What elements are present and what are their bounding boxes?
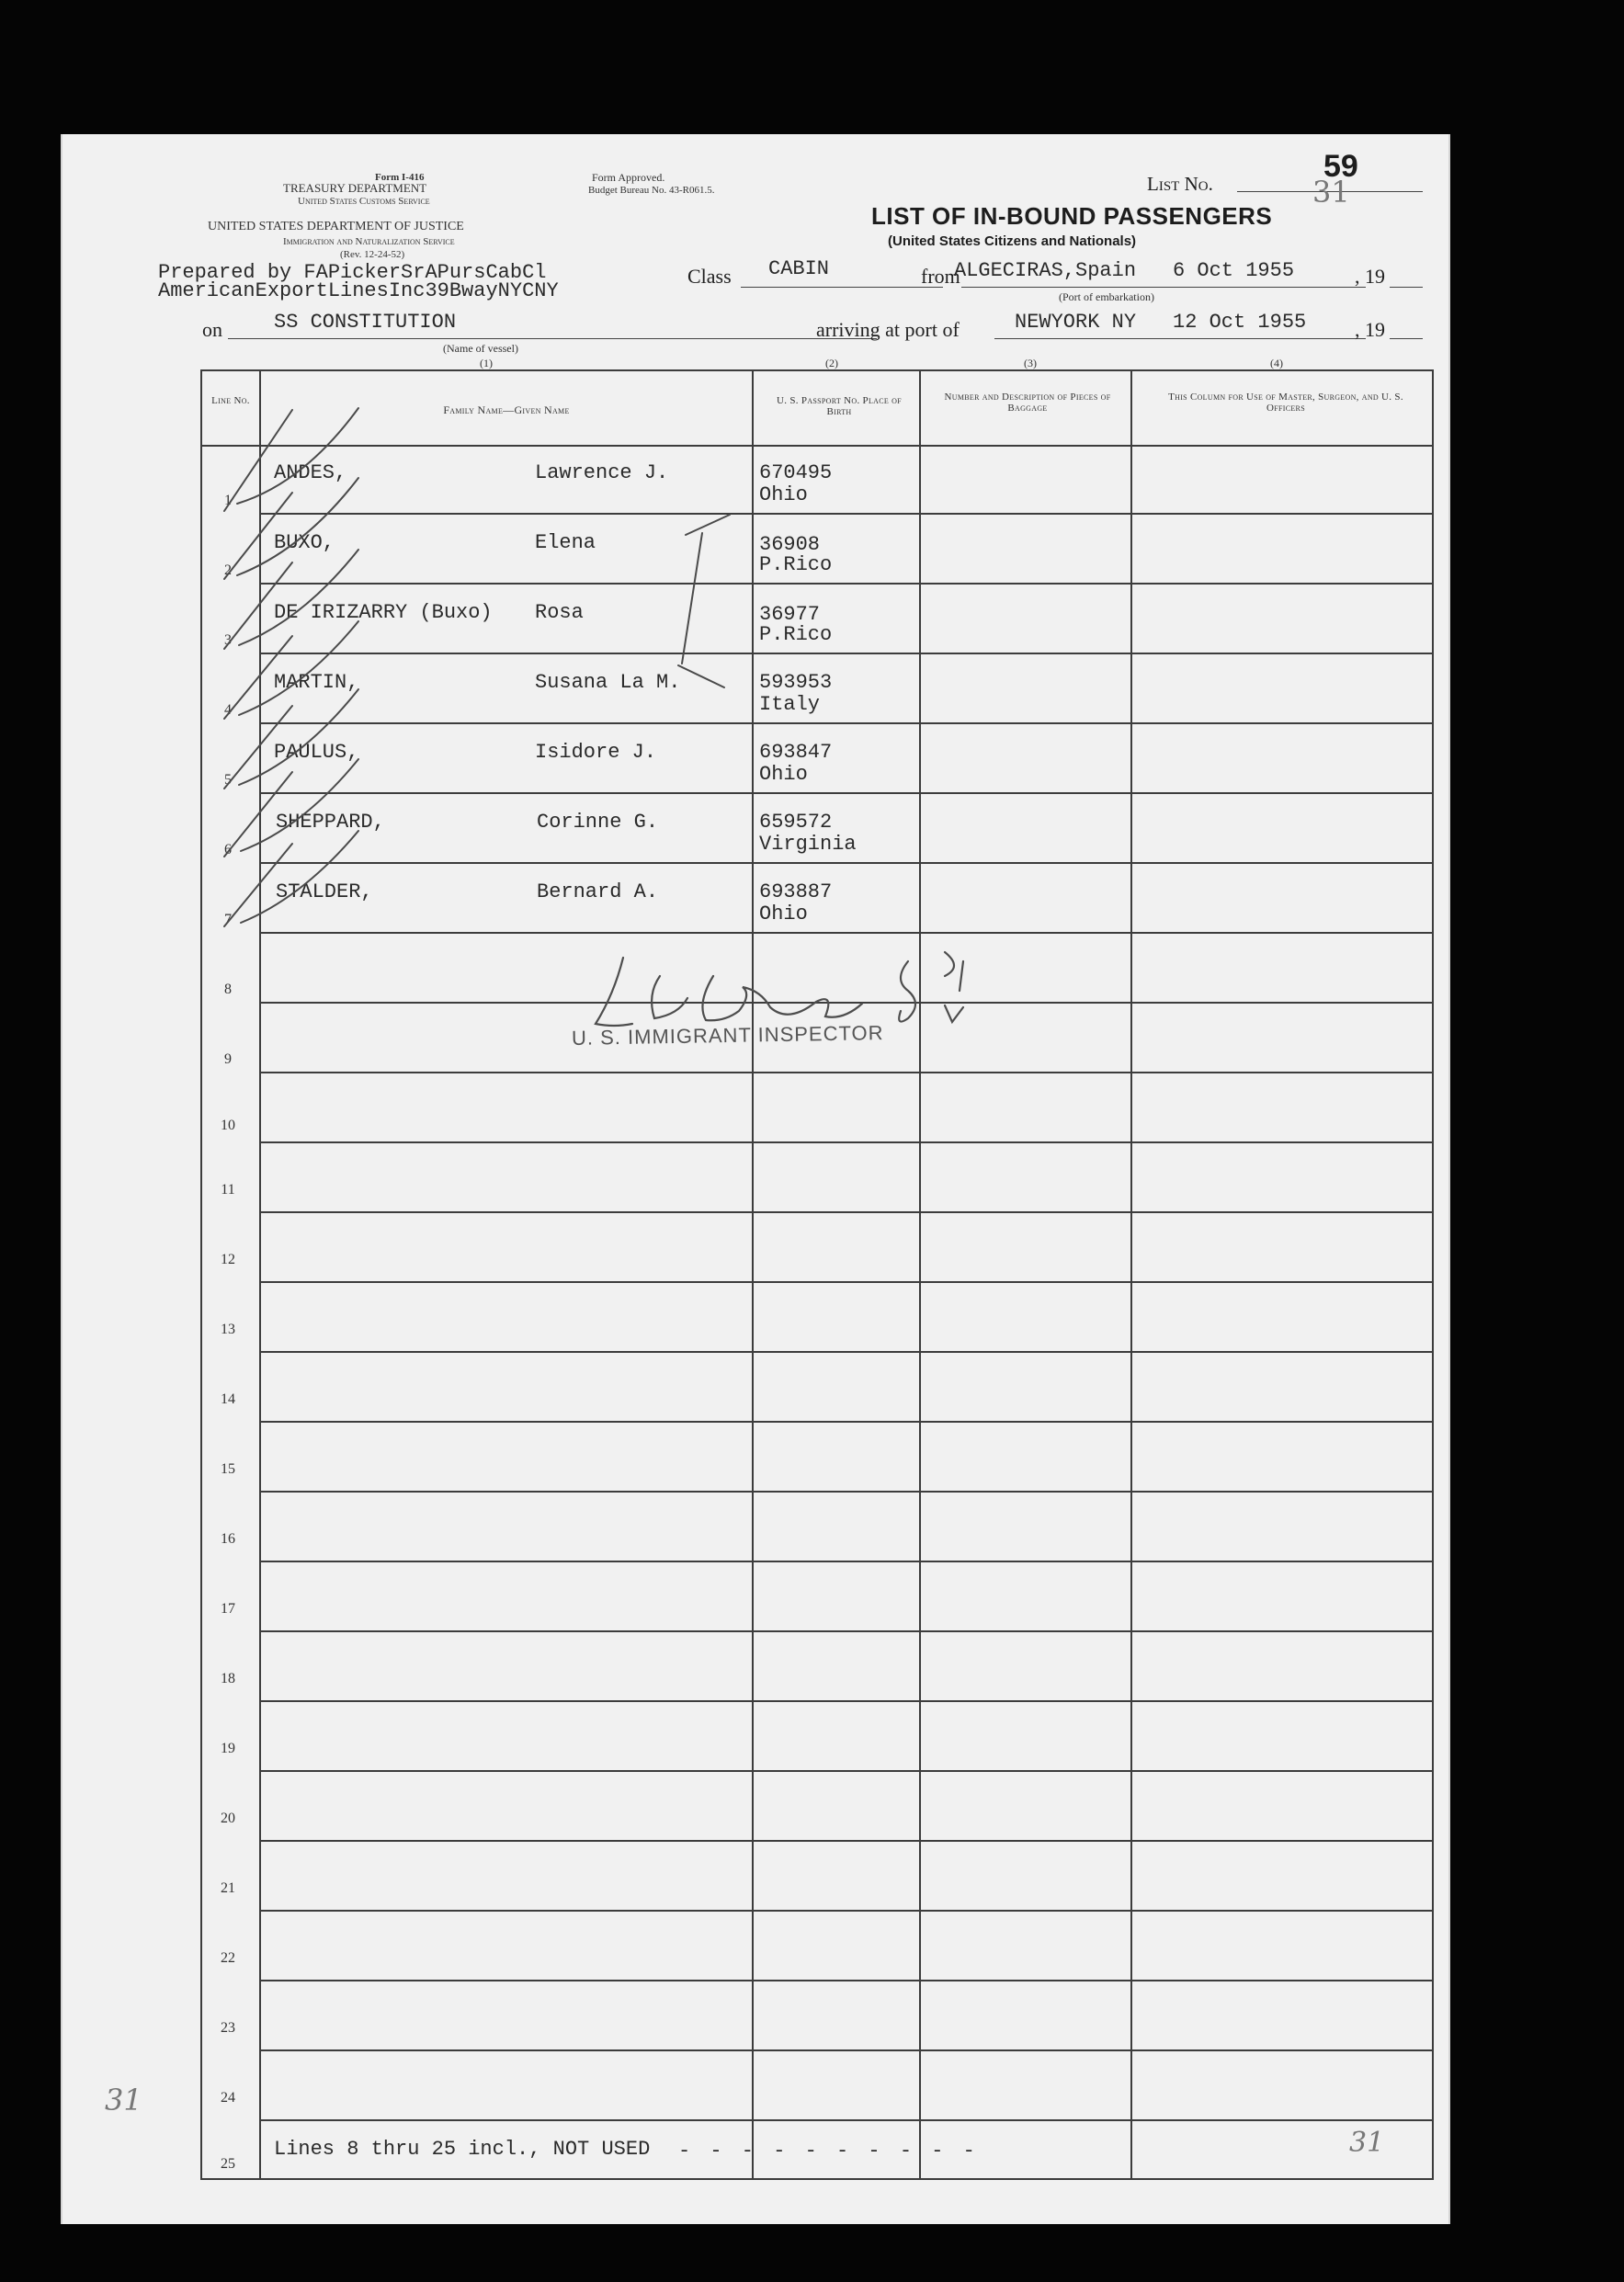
passenger-family-name: BUXO, <box>274 531 335 554</box>
column-number-4: (4) <box>1270 357 1283 369</box>
list-no-value: 31 <box>1312 175 1350 210</box>
line-number: 15 <box>221 1461 235 1477</box>
line-number: 23 <box>221 2020 235 2036</box>
column-number-2: (2) <box>825 357 838 369</box>
column-number-1: (1) <box>480 357 493 369</box>
line-number: 5 <box>224 772 232 788</box>
column-header-officers: This Column for Use of Master, Surgeon, and U. S. Officers <box>1168 392 1403 414</box>
passenger-birthplace: P.Rico <box>759 553 833 576</box>
class-label: Class <box>687 265 732 288</box>
list-no-stamp: 59 <box>1323 149 1358 184</box>
passenger-passport-no: 693887 <box>759 880 833 903</box>
line-number: 21 <box>221 1880 235 1896</box>
line-number: 9 <box>224 1051 232 1067</box>
line-number: 17 <box>221 1601 235 1617</box>
customs-service: United States Customs Service <box>298 196 430 207</box>
vessel-name-value: SS CONSTITUTION <box>274 311 457 334</box>
passenger-given-name: Rosa <box>535 601 584 624</box>
column-header-line-no: Line No. <box>211 395 250 406</box>
passenger-family-name: STALDER, <box>276 880 373 903</box>
revision-date: (Rev. 12-24-52) <box>340 249 405 260</box>
line-number: 7 <box>224 912 232 927</box>
passenger-passport-no: 693847 <box>759 741 833 764</box>
line-number: 11 <box>221 1182 235 1198</box>
prepared-by-line1: Prepared by FAPickerSrAPursCabCl <box>158 261 547 284</box>
margin-pencil-left: 31 <box>105 2083 142 2117</box>
line-number: 4 <box>224 702 232 718</box>
passenger-birthplace: P.Rico <box>759 623 833 646</box>
column-number-3: (3) <box>1024 357 1037 369</box>
line-number: 8 <box>224 982 232 997</box>
passenger-birthplace: Ohio <box>759 763 808 786</box>
ins-service: Immigration and Naturalization Service <box>283 236 455 247</box>
department-of-justice: UNITED STATES DEPARTMENT OF JUSTICE <box>208 220 464 233</box>
passenger-manifest-page <box>61 134 1450 2224</box>
form-number: Form I-416 <box>375 172 425 183</box>
column-header-name: Family Name—Given Name <box>443 403 570 416</box>
check-marks <box>62 134 1448 2224</box>
treasury-department: TREASURY DEPARTMENT <box>283 181 427 195</box>
unused-lines-note: Lines 8 thru 25 incl., NOT USED <box>274 2138 651 2161</box>
line-number: 22 <box>221 1950 235 1966</box>
budget-bureau: Budget Bureau No. 43-R061.5. <box>588 185 715 196</box>
passenger-family-name: SHEPPARD, <box>276 811 385 834</box>
note-dashes: - - - - - - - - - - <box>678 2140 979 2163</box>
page-subtitle: (United States Citizens and Nationals) <box>888 233 1137 249</box>
line-number: 19 <box>221 1741 235 1756</box>
passenger-given-name: Susana La M. <box>535 671 681 694</box>
passenger-family-name: ANDES, <box>274 461 347 484</box>
vessel-note: (Name of vessel) <box>443 342 518 355</box>
on-label: on <box>202 318 222 341</box>
line-number: 25 <box>221 2156 235 2172</box>
line-number: 13 <box>221 1322 235 1337</box>
line-number: 6 <box>224 842 232 857</box>
passenger-given-name: Corinne G. <box>537 811 659 834</box>
line-number: 1 <box>224 493 232 508</box>
year-suffix-2: , 19 <box>1355 318 1385 341</box>
from-date-value: 6 Oct 1955 <box>1173 259 1295 282</box>
arrival-date-value: 12 Oct 1955 <box>1173 311 1307 334</box>
margin-pencil-right: 31 <box>1349 2127 1385 2159</box>
passenger-birthplace: Ohio <box>759 903 808 925</box>
column-header-baggage: Number and Description of Pieces of Baggage <box>944 392 1111 414</box>
class-value: CABIN <box>768 257 830 280</box>
line-number: 14 <box>221 1391 235 1407</box>
arrival-port-value: NEWYORK NY <box>1015 311 1137 334</box>
line-number: 20 <box>221 1811 235 1826</box>
column-header-passport: U. S. Passport No. Place of Birth <box>777 395 902 417</box>
from-port-value: ALGECIRAS,Spain <box>954 259 1137 282</box>
line-number: 10 <box>221 1118 235 1133</box>
inspector-stamp: U. S. IMMIGRANT INSPECTOR <box>571 1021 884 1050</box>
passenger-passport-no: 659572 <box>759 811 833 834</box>
passenger-birthplace: Italy <box>759 693 821 716</box>
passenger-passport-no: 36977 <box>759 603 821 626</box>
line-number: 18 <box>221 1671 235 1686</box>
passenger-passport-no: 670495 <box>759 461 833 484</box>
passenger-passport-no: 593953 <box>759 671 833 694</box>
passenger-given-name: Isidore J. <box>535 741 657 764</box>
passenger-family-name: MARTIN, <box>274 671 359 694</box>
line-number: 3 <box>224 632 232 648</box>
passenger-given-name: Lawrence J. <box>535 461 669 484</box>
passenger-given-name: Bernard A. <box>537 880 659 903</box>
passenger-family-name: PAULUS, <box>274 741 359 764</box>
arriving-label: arriving at port of <box>816 318 960 341</box>
list-no-label: List No. <box>1147 173 1213 195</box>
line-number: 16 <box>221 1531 235 1547</box>
prepared-by-line2: AmericanExportLinesInc39BwayNYCNY <box>158 279 559 302</box>
passenger-family-name: DE IRIZARRY (Buxo) <box>274 601 493 624</box>
line-number: 2 <box>224 562 232 578</box>
passenger-birthplace: Ohio <box>759 483 808 506</box>
line-number: 12 <box>221 1252 235 1267</box>
year-suffix: , 19 <box>1355 265 1385 288</box>
line-number: 24 <box>221 2090 235 2106</box>
page-title: LIST OF IN-BOUND PASSENGERS <box>871 202 1273 230</box>
from-label: from <box>921 265 960 288</box>
form-approved: Form Approved. <box>592 171 665 184</box>
passenger-given-name: Elena <box>535 531 596 554</box>
passenger-passport-no: 36908 <box>759 533 821 556</box>
port-embarkation-note: (Port of embarkation) <box>1059 290 1154 303</box>
passenger-birthplace: Virginia <box>759 833 857 856</box>
